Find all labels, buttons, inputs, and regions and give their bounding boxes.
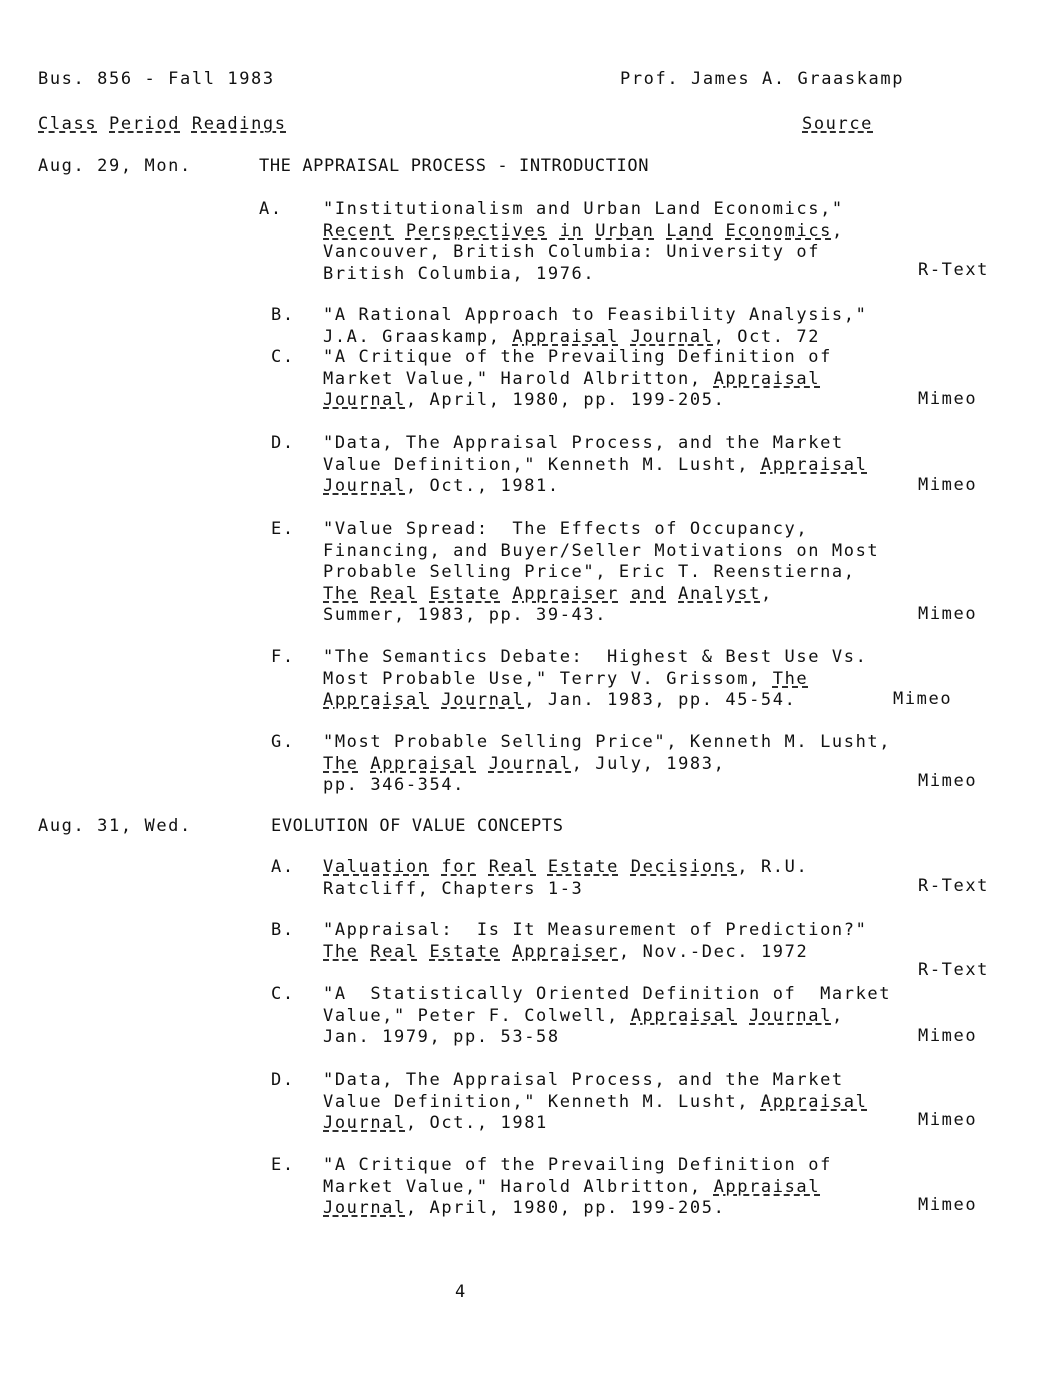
reading-text <box>548 221 560 241</box>
reading-line <box>323 732 891 753</box>
reading-text: Value," Peter F. Colwell, <box>323 1006 631 1026</box>
reading-letter: F. <box>271 647 295 667</box>
reading-text: "Data, The Appraisal Process, and the Market <box>323 433 844 453</box>
reading-letter: A. <box>259 199 283 219</box>
underlined-title: Appraisal <box>760 455 868 475</box>
heading-word: Readings <box>191 114 287 134</box>
reading-letter: G. <box>271 732 295 752</box>
reading-letter: D. <box>271 433 295 453</box>
underlined-title: The <box>323 754 359 774</box>
reading-text: , <box>760 584 773 604</box>
reading-text: "A Statistically Oriented Definition of Market <box>323 984 892 1004</box>
underlined-title: Urban <box>595 221 655 241</box>
reading-text <box>501 584 513 604</box>
reading-line <box>323 690 796 711</box>
reading-line <box>323 1113 548 1134</box>
reading-text: "A Rational Approach to Feasibility Analysis," <box>323 305 868 325</box>
reading-line <box>323 562 856 583</box>
reading-text <box>666 584 678 604</box>
reading-line <box>323 754 725 775</box>
reading-text <box>501 942 513 962</box>
reading-line <box>323 1155 832 1176</box>
reading-text: , Oct., 1981 <box>405 1113 548 1133</box>
reading-text: "Data, The Appraisal Process, and the Market <box>323 1070 844 1090</box>
underlined-title: Journal <box>749 1006 832 1026</box>
underlined-title: Estate <box>429 942 501 962</box>
underlined-title: Journal <box>441 690 525 710</box>
reading-text <box>477 754 489 774</box>
underlined-title: Perspectives <box>405 221 548 241</box>
reading-source: Mimeo <box>893 689 953 709</box>
reading-line <box>323 242 820 263</box>
reading-line <box>323 984 891 1005</box>
underlined-title: Recent <box>323 221 395 241</box>
reading-line <box>323 369 820 390</box>
reading-line <box>323 605 607 626</box>
reading-letter: E. <box>271 519 295 539</box>
reading-letter: C. <box>271 984 295 1004</box>
reading-text <box>418 942 430 962</box>
reading-line <box>323 433 844 454</box>
reading-text: , Oct. 72 <box>713 327 821 347</box>
reading-text <box>654 221 666 241</box>
underlined-title: Journal <box>488 754 572 774</box>
reading-line <box>323 347 832 368</box>
underlined-title: and <box>630 584 667 604</box>
reading-line <box>323 1177 820 1198</box>
underlined-title: in <box>559 221 584 241</box>
reading-letter: C. <box>271 347 295 367</box>
reading-letter: B. <box>271 305 295 325</box>
reading-line <box>323 264 595 285</box>
reading-source: Mimeo <box>918 771 978 791</box>
reading-text: Financing, and Buyer/Seller Motivations on Most <box>323 541 880 561</box>
reading-text: Probable Selling Price", Eric T. Reenstierna, <box>323 562 856 582</box>
underlined-title: Journal <box>323 1198 406 1218</box>
reading-text: "Most Probable Selling Price", Kenneth M. Lusht, <box>323 732 892 752</box>
underlined-title: Analyst <box>678 584 761 604</box>
reading-text: , <box>831 221 844 241</box>
reading-source: Mimeo <box>918 1195 978 1215</box>
underlined-title: Appraisal <box>323 690 430 710</box>
reading-text: , Nov.-Dec. 1972 <box>618 942 809 962</box>
reading-text: , R.U. <box>737 857 809 877</box>
underlined-title: Real <box>370 942 418 962</box>
reading-letter: E. <box>271 1155 295 1175</box>
reading-text: "A Critique of the Prevailing Definition of <box>323 347 832 367</box>
reading-source: Mimeo <box>918 1110 978 1130</box>
professor-name: Prof. James A. Graaskamp <box>620 69 905 89</box>
underlined-title: Appraiser <box>512 942 619 962</box>
reading-line <box>323 920 867 941</box>
reading-text: Value Definition," Kenneth M. Lusht, <box>323 455 761 475</box>
reading-text <box>430 857 442 877</box>
reading-line <box>323 390 725 411</box>
reading-line <box>323 669 808 690</box>
underlined-title: Appraisal <box>630 1006 738 1026</box>
reading-text <box>619 327 631 347</box>
reading-source: Mimeo <box>918 1026 978 1046</box>
reading-source: Mimeo <box>918 604 978 624</box>
reading-text <box>394 221 406 241</box>
reading-text: , Jan. 1983, pp. 45-54. <box>524 690 797 710</box>
reading-text: , April, 1980, pp. 199-205. <box>405 390 726 410</box>
reading-line <box>323 541 879 562</box>
column-heading-source: Source <box>802 114 874 134</box>
reading-text: , April, 1980, pp. 199-205. <box>405 1198 726 1218</box>
heading-word: Period <box>109 114 181 134</box>
reading-text <box>418 584 430 604</box>
reading-line <box>323 455 867 476</box>
reading-source: Mimeo <box>918 389 978 409</box>
reading-text: "Institutionalism and Urban Land Economics," <box>323 199 844 219</box>
reading-text <box>737 1006 749 1026</box>
reading-text: , July, 1983, <box>571 754 726 774</box>
reading-source: R-Text <box>918 260 990 280</box>
column-heading-readings <box>38 114 287 135</box>
underlined-title: Real <box>370 584 418 604</box>
underlined-title: Land <box>666 221 714 241</box>
underlined-title: Journal <box>630 327 714 347</box>
reading-line <box>323 476 560 497</box>
reading-text: Value Definition," Kenneth M. Lusht, <box>323 1092 761 1112</box>
reading-line <box>323 327 820 348</box>
reading-text: pp. 346-354. <box>323 775 466 795</box>
reading-line <box>323 221 844 242</box>
underlined-title: Estate <box>429 584 501 604</box>
course-title: Bus. 856 - Fall 1983 <box>38 69 275 89</box>
reading-text: "The Semantics Debate: Highest & Best Use Vs. <box>323 647 868 667</box>
underlined-title: for <box>441 857 477 877</box>
reading-text <box>583 221 595 241</box>
reading-text <box>714 221 726 241</box>
reading-line <box>323 1198 725 1219</box>
reading-text: Most Probable Use," Terry V. Grissom, <box>323 669 773 689</box>
reading-text: Jan. 1979, pp. 53-58 <box>323 1027 560 1047</box>
reading-text <box>619 584 631 604</box>
reading-text: , <box>831 1006 844 1026</box>
reading-line <box>323 584 773 605</box>
underlined-title: Appraisal <box>370 754 477 774</box>
underlined-title: Real <box>488 857 537 877</box>
underlined-title: Estate <box>547 857 619 877</box>
underlined-title: The <box>323 942 359 962</box>
underlined-title: Journal <box>323 390 406 410</box>
underlined-title: Journal <box>323 476 406 496</box>
reading-text: "Value Spread: The Effects of Occupancy, <box>323 519 809 539</box>
reading-letter: B. <box>271 920 295 940</box>
reading-line <box>323 647 867 668</box>
reading-line <box>323 879 583 900</box>
reading-source: Mimeo <box>918 475 978 495</box>
reading-line <box>323 1070 844 1091</box>
page-number: 4 <box>455 1282 467 1302</box>
reading-line <box>323 199 844 220</box>
session-date: Aug. 31, Wed. <box>38 816 192 836</box>
reading-text: Summer, 1983, pp. 39-43. <box>323 605 608 625</box>
reading-line <box>323 1092 867 1113</box>
reading-text: Vancouver, British Columbia: University of <box>323 242 821 262</box>
reading-text: Ratcliff, Chapters 1-3 <box>323 879 584 899</box>
reading-text <box>359 942 371 962</box>
reading-line <box>323 519 808 540</box>
underlined-title: Appraisal <box>760 1092 868 1112</box>
reading-line <box>323 857 808 878</box>
underlined-title: Journal <box>323 1113 406 1133</box>
underlined-title: Decisions <box>630 857 738 877</box>
reading-text <box>430 690 442 710</box>
reading-text <box>536 857 548 877</box>
reading-text <box>359 584 371 604</box>
reading-text: "Appraisal: Is It Measurement of Prediction?" <box>323 920 868 940</box>
reading-line <box>323 305 867 326</box>
session-topic: THE APPRAISAL PROCESS - INTRODUCTION <box>259 156 650 176</box>
reading-line <box>323 1027 560 1048</box>
reading-text: J.A. Graaskamp, <box>323 327 513 347</box>
reading-source: R-Text <box>918 960 990 980</box>
underlined-title: Appraisal <box>713 369 821 389</box>
reading-line <box>323 775 465 796</box>
reading-line <box>323 1006 844 1027</box>
reading-text: "A Critique of the Prevailing Definition of <box>323 1155 832 1175</box>
reading-letter: D. <box>271 1070 295 1090</box>
underlined-title: Valuation <box>323 857 430 877</box>
reading-text <box>359 754 371 774</box>
reading-letter: A. <box>271 857 295 877</box>
underlined-title: Appraiser <box>512 584 619 604</box>
underlined-title: Economics <box>725 221 832 241</box>
session-date: Aug. 29, Mon. <box>38 156 192 176</box>
underlined-title: Appraisal <box>512 327 619 347</box>
reading-text: Market Value," Harold Albritton, <box>323 1177 714 1197</box>
reading-text: British Columbia, 1976. <box>323 264 596 284</box>
session-topic: EVOLUTION OF VALUE CONCEPTS <box>271 816 564 836</box>
underlined-title: Appraisal <box>713 1177 821 1197</box>
underlined-title: The <box>772 669 809 689</box>
reading-source: R-Text <box>918 876 990 896</box>
underlined-title: The <box>323 584 359 604</box>
reading-text: , Oct., 1981. <box>405 476 560 496</box>
reading-text <box>619 857 631 877</box>
reading-text <box>477 857 489 877</box>
reading-text: Market Value," Harold Albritton, <box>323 369 714 389</box>
reading-line <box>323 942 808 963</box>
heading-word: Class <box>38 114 98 134</box>
